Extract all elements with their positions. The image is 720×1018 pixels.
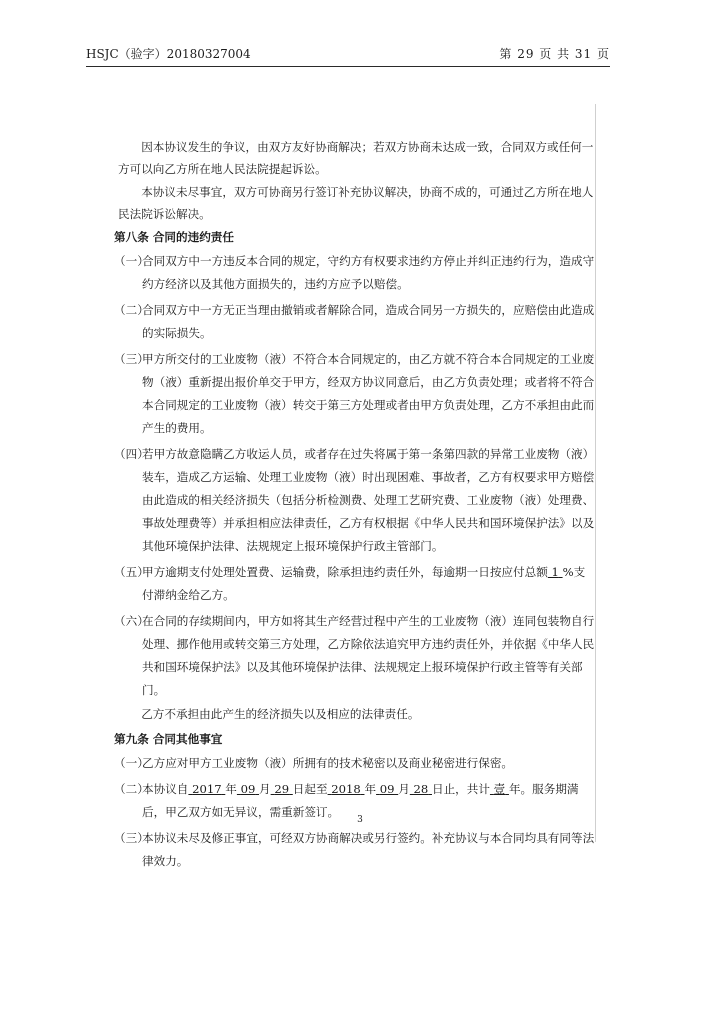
item-number: （四） <box>114 447 149 461</box>
item-text: 合同双方中一方违反本合同的规定，守约方有权要求违约方停止并纠正违约行为，造成守约方经济以及其他方面损失的，违约方应予以赔偿。 <box>142 254 595 291</box>
article-8-item-2 <box>114 299 596 345</box>
term-text: 年。服务期满后，甲乙双方如无异议，需重新签订。 <box>142 782 579 819</box>
term-text: 月 <box>398 782 410 796</box>
start-year: 2017 <box>192 782 222 796</box>
term-text: 年 <box>225 782 237 796</box>
document-id: HSJC（验字）20180327004 <box>86 47 251 61</box>
term-years: 壹 <box>493 782 506 796</box>
item-number: （六） <box>114 614 149 628</box>
end-day: 28 <box>413 782 429 796</box>
item-number: （二） <box>114 782 149 796</box>
term-text: 年 <box>364 782 377 796</box>
start-day: 29 <box>274 782 290 796</box>
item-number: （五） <box>114 565 149 579</box>
article-8-item-6 <box>114 610 596 702</box>
late-fee-rate: 1 <box>551 565 559 579</box>
dispute-paragraph: 因本协议发生的争议，由双方友好协商解决；若双方协商未达成一致，合同双方或任何一方可以向乙方所在地人民法院提起诉讼。 <box>118 140 594 176</box>
item-number: （二） <box>114 303 149 317</box>
page-number: 3 <box>357 815 363 825</box>
item-text: 乙方应对甲方工业废物（液）所拥有的技术秘密以及商业秘密进行保密。 <box>142 756 514 770</box>
supplement-paragraph: 本协议未尽事宜，双方可协商另行签订补充协议解决，协商不成的，可通过乙方所在地人民法院诉讼解决。 <box>118 185 594 221</box>
page-counter: 第 29 页 共 31 页 <box>499 47 610 61</box>
article-8-heading: 第八条 合同的违约责任 <box>114 230 234 244</box>
end-year: 2018 <box>331 782 361 796</box>
article-8-item-5 <box>114 561 596 607</box>
article-8-item-4 <box>114 443 596 558</box>
item-text: 本协议未尽及修正事宜，可经双方协商解决或另行签约。补充协议与本合同均具有同等法律效力。 <box>142 831 595 868</box>
item-number: （一） <box>114 756 149 770</box>
page-header <box>86 44 610 67</box>
end-month: 09 <box>379 782 395 796</box>
article-8-item-3 <box>114 348 596 440</box>
term-text: 日止，共计 <box>431 782 490 796</box>
term-text: 本协议自 <box>142 782 189 796</box>
article-8-closing: 乙方不承担由此产生的经济损失以及相应的法律责任。 <box>141 707 420 721</box>
item-number: （三） <box>114 352 149 366</box>
article-9-item-3 <box>114 827 596 873</box>
item-number: （三） <box>114 831 149 845</box>
term-text: 月 <box>259 782 271 796</box>
item-text: 甲方逾期支付处理处置费、运输费，除承担违约责任外，每逾期一日按应付总额 <box>142 565 548 579</box>
item-text: 合同双方中一方无正当理由撤销或者解除合同，造成合同另一方损失的，应赔偿由此造成的实际损失。 <box>142 303 595 340</box>
item-text: 若甲方故意隐瞒乙方收运人员，或者存在过失将属于第一条第四款的异常工业废物（液）装车，造成乙方运输、处理工业废物（液）时出现困难、事故者，乙方有权要求甲方赔偿由此造成的相关经济损失（包括分析检测费、处理工艺研究费、工业废物（液）处理费、事故处理费等）并承担相应法律责任，乙方有权根据《中华人民共和国环境保护法》以及其他环境保护法律、法规规定上报环境保护行政主管部门。 <box>142 447 595 553</box>
article-8-item-1 <box>114 250 596 296</box>
item-text-end: %支付滞纳金给乙方。 <box>142 565 586 602</box>
item-text: 在合同的存续期间内，甲方如将其生产经营过程中产生的工业废物（液）连同包装物自行处理、挪作他用或转交第三方处理，乙方除依法追究甲方违约责任外，并依据《中华人民共和国环境保护法》以及其他环境保护法律、法规规定上报环境保护行政主管等有关部门。 <box>142 614 595 697</box>
contract-body <box>114 136 596 873</box>
term-text: 日起至 <box>292 782 328 796</box>
article-9-item-1 <box>114 752 596 775</box>
start-month: 09 <box>240 782 256 796</box>
article-9-heading: 第九条 合同其他事宜 <box>114 732 223 746</box>
item-text: 甲方所交付的工业废物（液）不符合本合同规定的，由乙方就不符合本合同规定的工业废物（液）重新提出报价单交于甲方，经双方协议同意后，由乙方负责处理；或者将不符合本合同规定的工业废物（液）转交于第三方处理或者由甲方负责处理，乙方不承担由此而产生的费用。 <box>142 352 595 435</box>
item-number: （一） <box>114 254 149 268</box>
